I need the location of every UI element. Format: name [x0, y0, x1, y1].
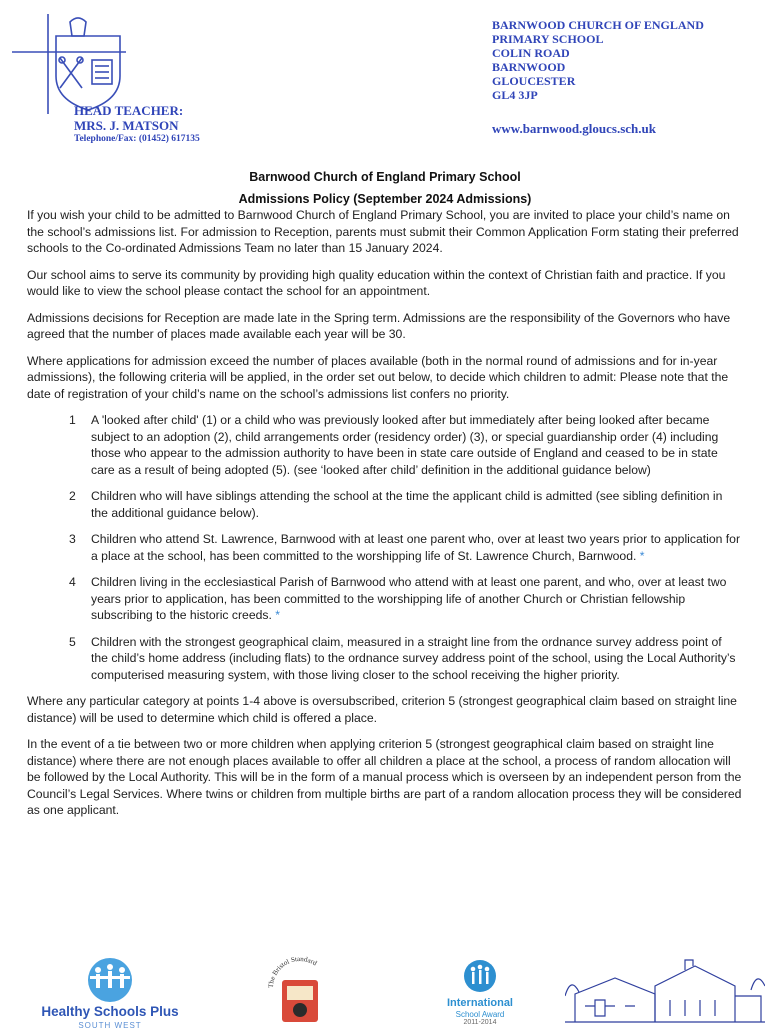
address-line: GLOUCESTER	[492, 74, 576, 88]
criterion-item	[27, 488, 742, 521]
healthy-schools-sub: SOUTH WEST	[78, 1021, 142, 1030]
head-teacher-name: MRS. J. MATSON	[74, 118, 179, 133]
international-award-label: International	[446, 997, 513, 1009]
healthy-schools-icon	[40, 956, 180, 1004]
criterion-item	[27, 412, 742, 478]
head-teacher-label: HEAD TEACHER:	[74, 103, 184, 118]
criterion-text: Children with the strongest geographical claim, measured in a straight line from the ordnance survey address point of the child’s home address (including flats) to the ordnance survey address point of the school, using the Local Authority’s computerised measuring system, with those living closer to the school receiving the higher priority.	[91, 634, 736, 682]
international-school-award-logo	[440, 958, 520, 1024]
criterion-number: 3	[69, 532, 76, 546]
school-address	[492, 18, 762, 102]
criterion-number: 5	[69, 634, 76, 649]
telephone-fax: Telephone/Fax: (01452) 617135	[74, 134, 200, 144]
criterion-text: A 'looked after child' (1) or a child who was previously looked after but immediately after being looked after became subject to an adoption (2), child arrangements order (residency order) (3), or special guardianship order (4) including those who appear to the admission authority to have been in state care outside of England and ceased to be in state care as a result of being adopted (5). (see ‘looked after child’ definition in the additional guidance below)	[91, 413, 719, 477]
address-line: PRIMARY SCHOOL	[492, 32, 604, 46]
international-award-years: 2011-2014	[463, 1019, 497, 1026]
criterion-item	[27, 531, 742, 564]
policy-body	[27, 207, 742, 829]
criterion-item	[27, 634, 742, 684]
criterion-number: 2	[69, 489, 76, 503]
intro-paragraph: Our school aims to serve its community by providing high quality education within the context of Christian faith and practice. If you would like to view the school please contact the school for an appointment.	[27, 267, 726, 298]
footer-logos	[0, 950, 770, 1030]
intro-paragraph: If you wish your child to be admitted to Barnwood Church of England Primary School, you are invited to place your child’s name on the school’s admissions list. For admission to Reception, parents must submit their Common Application Form stating their preferred schools to the Co-ordinated Admissions Team no later than 15 January 2024.	[27, 208, 739, 255]
criterion-item	[27, 574, 742, 624]
document-subtitle: Admissions Policy (September 2024 Admissions)	[238, 192, 532, 206]
bristol-standard-logo	[265, 954, 335, 1024]
closing-paragraph: Where any particular category at points 1-4 above is oversubscribed, criterion 5 (strongest geographical claim based on straight line distance) will be used to determine which child is offered a place.	[27, 694, 737, 725]
healthy-schools-label: Healthy Schools Plus	[41, 1004, 179, 1019]
criterion-text: Children living in the ecclesiastical Parish of Barnwood who attend with at least one parent, and who, over at least two years prior to application, has been committed to the worshipping life of another Church or Christian fellowship subscribing to the historic creeds.	[91, 575, 727, 622]
criterion-number: 1	[69, 413, 76, 427]
closing-paragraph: In the event of a tie between two or more children when applying criterion 5 (strongest geographical claim based on straight line distance) where there are not enough places available to offer all children a place at the school, a process of random allocation will be followed by the Local Authority. This will be in the form of a manual process which is overseen by an independent person from the Council’s Legal Services. Where twins or children from multiple births are part of a random allocation process they will be considered as one applicant.	[27, 737, 742, 817]
school-crest-logo	[8, 14, 128, 114]
criterion-text: Children who attend St. Lawrence, Barnwood with at least one parent who, over at least two years prior to application for a place at the school, has been committed to the worshipping life of St. Lawrence Church, Barnwood.	[91, 532, 741, 563]
church-building-drawing	[565, 956, 765, 1024]
admission-criteria-list	[27, 412, 742, 683]
asterisk-footnote-mark: *	[639, 548, 645, 563]
asterisk-footnote-mark: *	[275, 608, 281, 622]
criterion-text: Children who will have siblings attending the school at the time the applicant child is admitted (see sibling definition in the additional guidance below).	[91, 489, 723, 520]
document-heading	[0, 166, 770, 210]
head-teacher-block	[74, 103, 200, 146]
international-award-sub: School Award	[455, 1010, 505, 1019]
intro-paragraph: Where applications for admission exceed the number of places available (both in the normal round of admissions and for in-year admissions), the following criteria will be applied, in the order set out below, to decide which children to admit: Please note that the date of registration of your child’s name on the school’s admissions list confers no priority.	[27, 353, 729, 401]
address-line: BARNWOOD CHURCH OF ENGLAND	[492, 18, 704, 32]
bristol-standard-icon	[265, 954, 335, 1024]
address-line: COLIN ROAD	[492, 46, 570, 60]
international-award-icon	[440, 958, 520, 996]
bristol-standard-text: The Bristol Standard	[266, 954, 319, 989]
healthy-schools-logo	[40, 956, 180, 1030]
intro-paragraph: Admissions decisions for Reception are made late in the Spring term. Admissions are the responsibility of the Governors who have agreed that the number of places made available each year will be 30.	[27, 310, 731, 341]
school-website-link[interactable]: www.barnwood.gloucs.sch.uk	[492, 121, 656, 136]
criterion-number: 4	[69, 575, 76, 589]
document-title: Barnwood Church of England Primary School	[249, 170, 521, 184]
address-line: GL4 3JP	[492, 88, 538, 102]
address-line: BARNWOOD	[492, 60, 566, 74]
